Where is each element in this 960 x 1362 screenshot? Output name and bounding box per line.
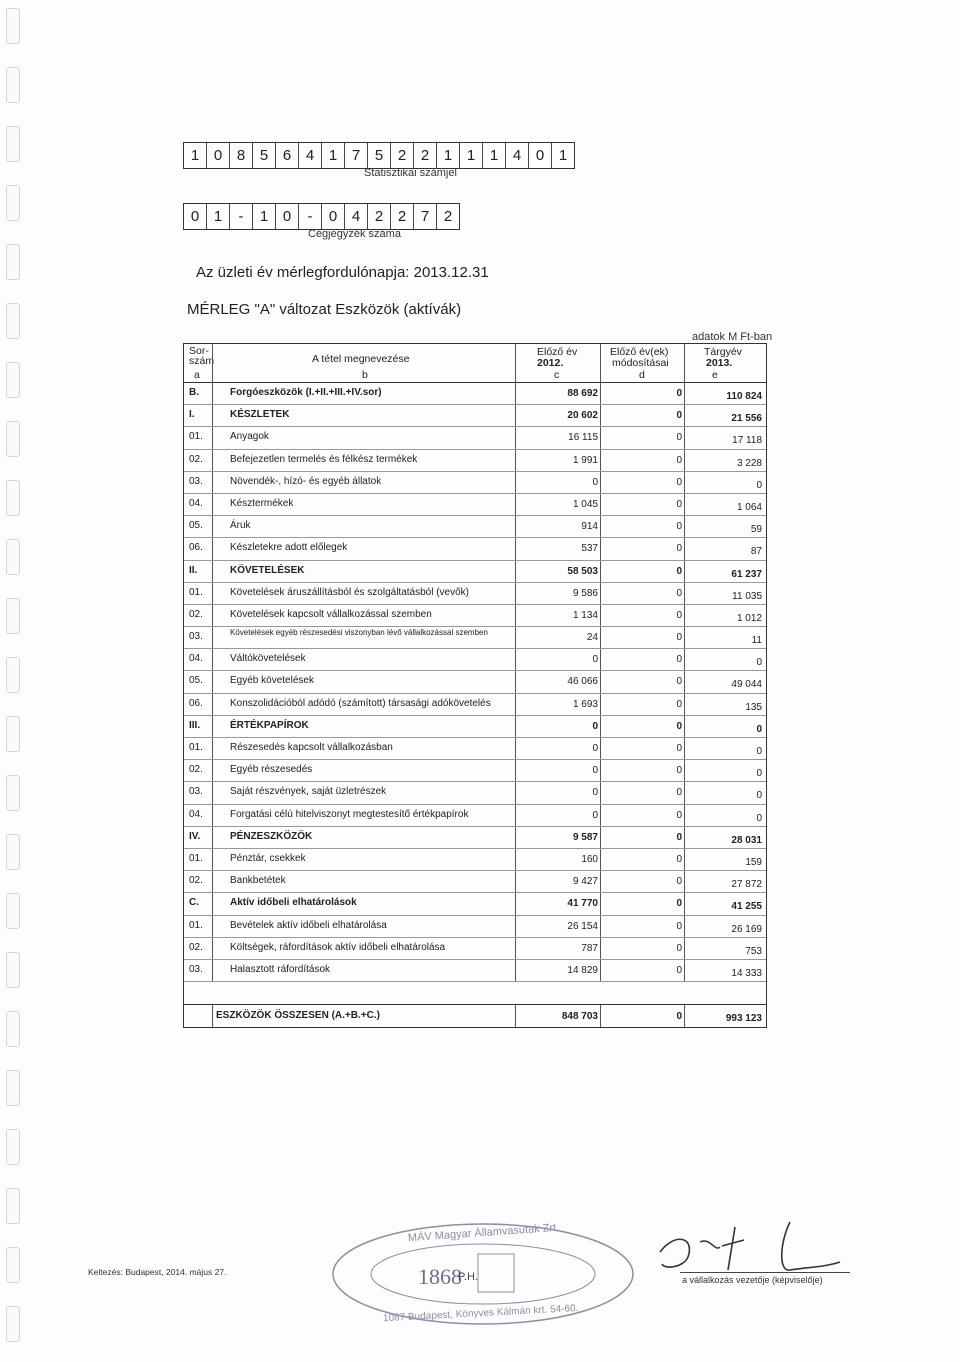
col-b-header: A tétel megnevezése: [312, 353, 410, 365]
table-row: [184, 738, 766, 760]
value-prev-year: 0: [592, 743, 598, 754]
id-digit-box: 1: [207, 204, 230, 229]
value-current-year: 0: [756, 657, 762, 669]
row-label: Késztermékek: [230, 497, 294, 509]
row-number: B.: [189, 387, 199, 398]
value-current-year: 27 872: [731, 879, 762, 891]
row-number: 01.: [189, 742, 203, 753]
row-number: 06.: [189, 542, 203, 554]
value-current-year: 0: [756, 812, 762, 824]
punch-hole: [6, 1011, 20, 1047]
value-modifications: 0: [676, 964, 682, 976]
value-prev-year: 46 066: [567, 676, 598, 688]
value-modifications: 0: [676, 765, 682, 777]
value-current-year: 49 044: [731, 679, 762, 691]
id-digit-box: 0: [529, 143, 552, 168]
company-registration-caption: Cégjegyzék száma: [308, 228, 401, 240]
row-number: 02.: [189, 608, 203, 620]
punch-hole: [6, 67, 20, 103]
value-prev-year: 914: [581, 521, 598, 533]
value-prev-year: 1 045: [572, 498, 598, 510]
row-number: 02.: [189, 764, 203, 776]
row-number: 03.: [189, 963, 203, 975]
id-digit-box: 0: [322, 204, 345, 229]
row-label: Váltókövetelések: [230, 653, 306, 665]
value-modifications: 0: [676, 676, 682, 688]
reporting-date: Az üzleti év mérlegfordulónapja: 2013.12.31: [196, 264, 489, 281]
table-row: [184, 782, 766, 804]
row-label: KÉSZLETEK: [230, 409, 290, 421]
id-digit-box: 2: [391, 204, 414, 229]
value-prev-year: 1 134: [572, 609, 598, 621]
punch-hole: [6, 8, 20, 44]
col-c-year: 2012.: [537, 357, 564, 369]
value-modifications: 0: [676, 920, 682, 932]
row-label: Egyéb részesedés: [230, 764, 313, 776]
row-label: Forgóeszközök (I.+II.+III.+IV.sor): [230, 387, 382, 398]
value-current-year: 87: [750, 546, 762, 558]
value-current-year: 1 012: [736, 612, 762, 624]
value-prev-year: 0: [592, 654, 598, 666]
total-prev: 848 703: [561, 1011, 598, 1023]
table-header: [184, 344, 766, 383]
value-prev-year: 26 154: [567, 920, 598, 932]
col-d-letter: d: [639, 369, 645, 381]
signature-line: [680, 1272, 850, 1273]
value-modifications: 0: [676, 388, 682, 399]
punch-hole: [6, 657, 20, 693]
id-digit-box: 4: [299, 143, 322, 168]
row-number: 04.: [189, 497, 203, 509]
value-current-year: 1 064: [736, 501, 762, 513]
value-prev-year: 9 586: [572, 587, 598, 599]
id-digit-box: 1: [558, 147, 568, 164]
row-number: 01.: [189, 431, 203, 443]
row-number: 01.: [189, 852, 203, 864]
value-prev-year: 160: [581, 853, 598, 865]
punch-hole: [6, 421, 20, 457]
table-row: [184, 583, 766, 605]
company-registration-boxes: [183, 203, 460, 230]
value-modifications: 0: [676, 565, 682, 577]
value-modifications: 0: [676, 498, 682, 510]
table-row: [184, 916, 766, 938]
punch-hole: [6, 303, 20, 339]
table-spacer: [184, 982, 766, 1005]
value-modifications: 0: [676, 609, 682, 621]
punch-hole: [6, 893, 20, 929]
row-label: Anyagok: [230, 431, 269, 443]
id-digit-box: -: [230, 204, 253, 229]
row-number: I.: [189, 409, 195, 421]
row-label: Halasztott ráfordítások: [230, 963, 331, 975]
row-label: Forgatási célú hitelviszonyt megtestesítő értékpapírok: [230, 808, 469, 820]
value-modifications: 0: [676, 809, 682, 821]
value-prev-year: 0: [592, 787, 598, 799]
table-body: [184, 383, 766, 982]
value-prev-year: 0: [592, 720, 598, 732]
row-number: II.: [189, 564, 198, 576]
row-number: 03.: [189, 475, 203, 487]
value-prev-year: 88 692: [567, 388, 598, 399]
balance-table: [183, 343, 767, 1028]
row-number: 01.: [189, 919, 203, 931]
row-label: Követelések áruszállításból és szolgáltatásból (vevők): [230, 586, 470, 598]
value-modifications: 0: [676, 853, 682, 865]
id-digit-box: 1: [253, 204, 276, 229]
value-current-year: 159: [745, 856, 762, 868]
value-prev-year: 1 693: [572, 698, 598, 710]
row-label: Követelések egyéb részesedési viszonyban lévő vállalkozással szemben: [230, 628, 488, 638]
id-digit-box: 1: [483, 143, 506, 168]
col-c-letter: c: [554, 369, 560, 381]
value-current-year: 21 556: [731, 413, 762, 425]
table-row: [184, 450, 766, 472]
row-number: 01.: [189, 586, 203, 598]
row-number: 05.: [189, 675, 203, 687]
col-a-header: Sor- szám: [189, 345, 215, 367]
id-digit-box: 0: [276, 204, 299, 229]
table-row: [184, 649, 766, 671]
statistical-number-boxes: [183, 142, 575, 169]
table-row: [184, 561, 766, 583]
row-label: PÉNZESZKÖZÖK: [230, 830, 313, 842]
id-digit-box: 1: [460, 143, 483, 168]
value-modifications: 0: [676, 476, 682, 488]
value-prev-year: 0: [592, 765, 598, 777]
row-label: Egyéb követelések: [230, 675, 314, 687]
value-prev-year: 787: [581, 942, 598, 954]
value-modifications: 0: [676, 521, 682, 533]
value-current-year: 135: [745, 701, 762, 713]
value-current-year: 14 333: [731, 967, 762, 979]
punch-hole: [6, 539, 20, 575]
value-current-year: 26 169: [731, 923, 762, 935]
row-number: IV.: [189, 830, 201, 842]
value-current-year: 3 228: [736, 457, 762, 469]
value-current-year: 11 035: [732, 590, 762, 602]
id-digit-box: 2: [443, 208, 453, 225]
row-number: 02.: [189, 875, 203, 887]
value-prev-year: 9 427: [572, 876, 598, 888]
value-current-year: 59: [750, 524, 762, 536]
row-label: Követelések kapcsolt vállalkozással szemben: [230, 608, 432, 620]
row-number: 04.: [189, 653, 203, 665]
value-modifications: 0: [676, 898, 682, 910]
punch-hole: [6, 952, 20, 988]
statistical-number-caption: Statisztikai számjel: [364, 167, 457, 179]
total-current: 993 123: [725, 1013, 762, 1025]
row-label: Saját részvények, saját üzletrészek: [230, 786, 387, 798]
total-label: ESZKÖZÖK ÖSSZESEN (A.+B.+C.): [216, 1010, 380, 1022]
value-current-year: 110 824: [726, 391, 762, 402]
value-modifications: 0: [676, 720, 682, 732]
table-row: [184, 627, 766, 649]
punch-hole: [6, 834, 20, 870]
id-digit-box: 2: [368, 204, 391, 229]
table-row: [184, 472, 766, 494]
id-digit-box: 4: [345, 204, 368, 229]
row-number: 03.: [189, 786, 203, 798]
punch-hole: [6, 1129, 20, 1165]
table-row: [184, 893, 766, 915]
id-digit-box: 1: [322, 143, 345, 168]
value-prev-year: 537: [581, 543, 598, 555]
value-prev-year: 1 991: [572, 454, 598, 466]
row-number: III.: [189, 719, 201, 731]
value-modifications: 0: [676, 543, 682, 555]
table-row: [184, 605, 766, 627]
signature-caption: a vállalkozás vezetője (képviselője): [682, 1275, 823, 1285]
table-row: [184, 849, 766, 871]
value-modifications: 0: [676, 454, 682, 466]
value-prev-year: 0: [592, 809, 598, 821]
value-modifications: 0: [676, 942, 682, 954]
id-digit-box: 2: [391, 143, 414, 168]
table-row: [184, 938, 766, 960]
col-e-year: 2013.: [706, 357, 733, 369]
id-digit-box: 6: [276, 143, 299, 168]
table-row: [184, 871, 766, 893]
value-current-year: 17 118: [732, 435, 762, 447]
row-label: Pénztár, csekkek: [230, 852, 306, 864]
value-current-year: 41 255: [731, 901, 762, 913]
balance-sheet-title: MÉRLEG "A" változat Eszközök (aktívák): [187, 301, 462, 318]
col-b-letter: b: [362, 369, 368, 381]
table-row: [184, 383, 766, 405]
punch-hole: [6, 1070, 20, 1106]
row-label: Áruk: [230, 520, 251, 532]
row-label: Befejezetlen termelés és félkész termékek: [230, 453, 418, 465]
id-digit-box: 0: [184, 204, 207, 229]
value-current-year: 0: [756, 790, 762, 802]
stamp-bottom-text: 1087 Budapest, Könyves Kálmán krt. 54-60.: [382, 1303, 579, 1325]
total-mod: 0: [676, 1011, 682, 1023]
value-current-year: 0: [756, 768, 762, 780]
value-modifications: 0: [676, 876, 682, 888]
value-modifications: 0: [676, 831, 682, 843]
col-d-sub: módosításai: [612, 357, 669, 369]
place-and-date: Keltezés: Budapest, 2014. május 27.: [88, 1267, 227, 1277]
punch-hole: [6, 1188, 20, 1224]
stamp-year: 1868: [418, 1264, 462, 1289]
value-prev-year: 58 503: [567, 565, 598, 577]
stamp-top-text: MÁV Magyar Államvasutak Zrt.: [407, 1221, 560, 1245]
value-prev-year: 41 770: [567, 898, 598, 910]
row-label: Aktív időbeli elhatárolások: [230, 897, 357, 909]
row-number: 04.: [189, 808, 203, 820]
value-modifications: 0: [676, 654, 682, 666]
row-number: 02.: [189, 941, 203, 953]
col-e-letter: e: [712, 369, 718, 381]
stamp-ph: P.H.: [458, 1271, 478, 1283]
table-row: [184, 494, 766, 516]
col-a-letter: a: [194, 369, 200, 381]
punch-hole: [6, 775, 20, 811]
value-prev-year: 16 115: [568, 432, 598, 444]
table-row: [184, 538, 766, 560]
value-modifications: 0: [676, 698, 682, 710]
row-label: Költségek, ráfordítások aktív időbeli elhatárolása: [230, 941, 446, 953]
table-row: [184, 427, 766, 449]
row-number: 03.: [189, 631, 203, 643]
table-row: [184, 960, 766, 982]
id-digit-box: 1: [184, 143, 207, 168]
value-current-year: 753: [745, 945, 762, 957]
id-digit-box: 0: [207, 143, 230, 168]
col-d-header: Előző év(ek): [610, 346, 669, 358]
punch-hole: [6, 1247, 20, 1283]
value-modifications: 0: [676, 432, 682, 444]
value-current-year: 11: [751, 635, 762, 647]
value-current-year: 28 031: [731, 834, 762, 846]
row-label: ÉRTÉKPAPÍROK: [230, 719, 309, 731]
id-digit-box: 1: [437, 143, 460, 168]
value-current-year: 0: [756, 479, 762, 491]
value-current-year: 0: [756, 723, 762, 735]
punch-hole: [6, 1306, 20, 1342]
row-label: Növendék-, hízó- és egyéb állatok: [230, 475, 382, 487]
row-number: 02.: [189, 453, 203, 465]
id-digit-box: 4: [506, 143, 529, 168]
value-modifications: 0: [676, 787, 682, 799]
row-label: Részesedés kapcsolt vállalkozásban: [230, 742, 393, 753]
table-row: [184, 760, 766, 782]
table-row: [184, 805, 766, 827]
punch-hole: [6, 185, 20, 221]
value-modifications: 0: [676, 410, 682, 422]
row-label: Bevételek aktív időbeli elhatárolása: [230, 919, 387, 931]
id-digit-box: 2: [414, 143, 437, 168]
row-label: Készletekre adott előlegek: [230, 542, 348, 554]
value-modifications: 0: [676, 632, 682, 644]
table-row: [184, 827, 766, 849]
punch-hole: [6, 598, 20, 634]
table-row: [184, 671, 766, 693]
row-label: Konszolidációból adódó (számított) társasági adókövetelés: [230, 697, 491, 709]
punch-hole: [6, 244, 20, 280]
row-number: C.: [189, 897, 199, 909]
id-digit-box: 5: [368, 143, 391, 168]
table-row: [184, 716, 766, 738]
row-label: KÖVETELÉSEK: [230, 564, 305, 576]
punch-hole: [6, 716, 20, 752]
unit-note: adatok M Ft-ban: [692, 331, 773, 343]
row-number: 05.: [189, 520, 203, 532]
value-prev-year: 9 587: [572, 831, 598, 843]
col-c-header: Előző év: [537, 346, 578, 358]
table-row: [184, 405, 766, 427]
id-digit-box: -: [299, 204, 322, 229]
table-row: [184, 516, 766, 538]
total-row: [184, 1005, 766, 1027]
value-prev-year: 14 829: [567, 964, 598, 976]
punch-hole: [6, 480, 20, 516]
value-modifications: 0: [676, 743, 682, 754]
value-prev-year: 24: [586, 632, 598, 644]
company-stamp: [328, 1218, 638, 1330]
row-label: Bankbetétek: [230, 875, 286, 887]
punch-hole: [6, 126, 20, 162]
value-current-year: 61 237: [731, 568, 762, 580]
value-prev-year: 0: [592, 476, 598, 488]
row-number: 06.: [189, 697, 203, 709]
table-row: [184, 694, 766, 716]
id-digit-box: 7: [345, 143, 368, 168]
value-current-year: 0: [756, 746, 762, 757]
value-modifications: 0: [676, 587, 682, 599]
col-e-header: Tárgyév: [704, 346, 742, 358]
id-digit-box: 8: [230, 143, 253, 168]
id-digit-box: 5: [253, 143, 276, 168]
id-digit-box: 7: [414, 204, 437, 229]
value-prev-year: 20 602: [567, 410, 598, 422]
punch-hole: [6, 362, 20, 398]
